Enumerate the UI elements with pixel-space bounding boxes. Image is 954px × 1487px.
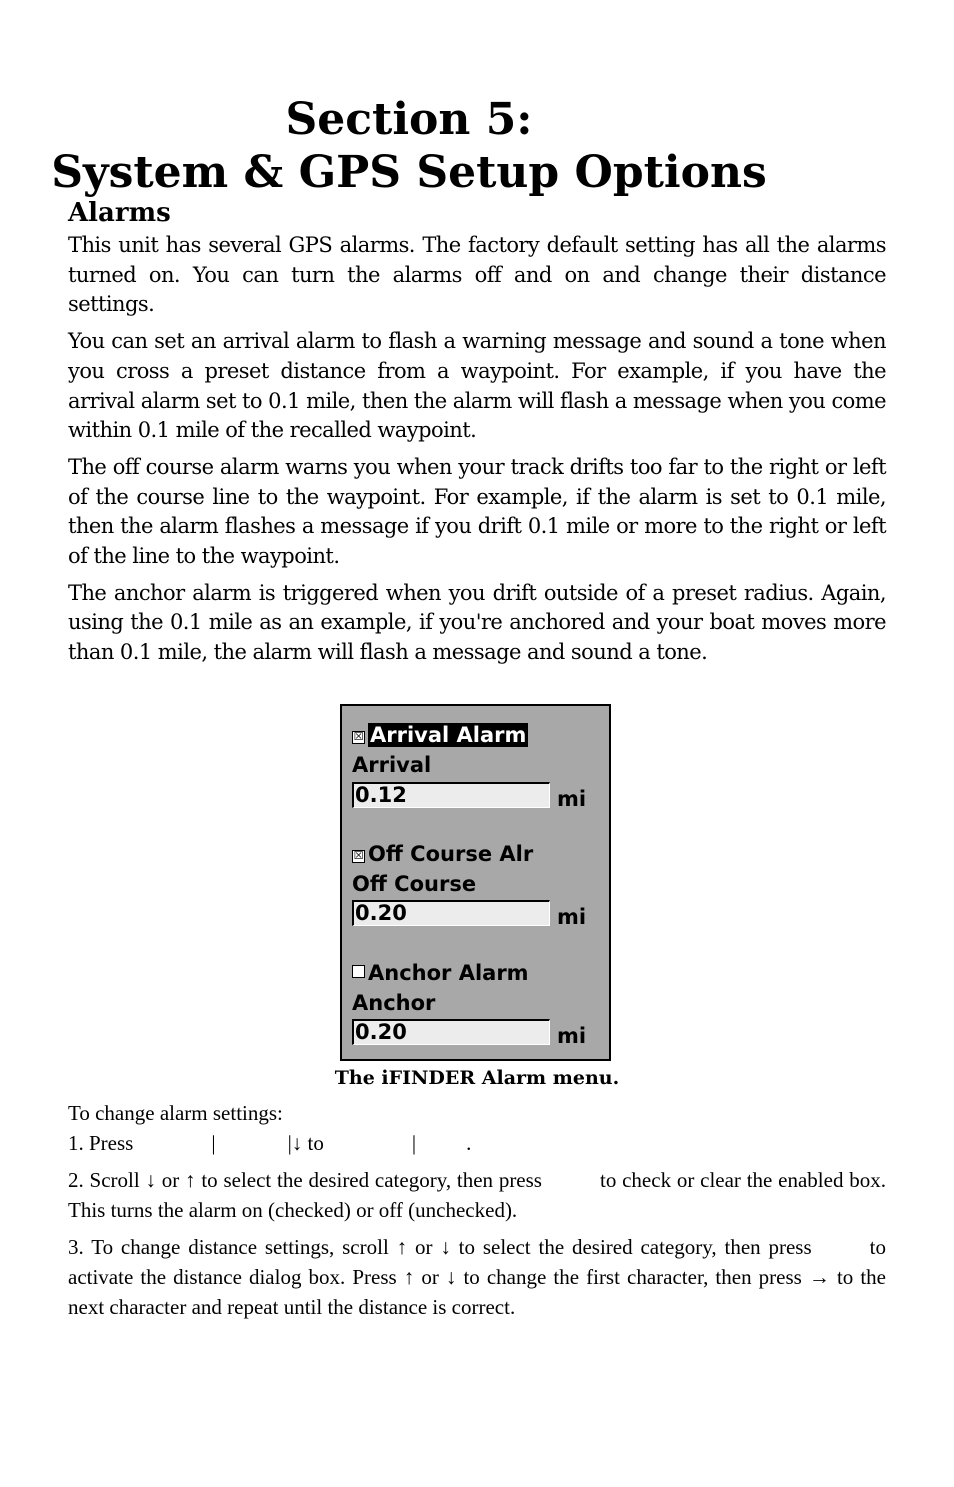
off-course-distance-field[interactable]: 0.20: [352, 900, 550, 926]
off-course-alarm-toggle[interactable]: [352, 841, 533, 867]
unit-label: mi: [557, 905, 587, 929]
alarm-title: Arrival Alarm: [370, 723, 527, 747]
title-line-2: System & GPS Setup Options: [51, 147, 767, 198]
paragraph: The off course alarm warns you when your track drifts too far to the right or left of the course line to the waypoint. For example, if the alarm is set to 0.1 mile, then the alarm flashes a message if you drift 0.1 mile or more to the right or left of the line to the waypoint.: [68, 454, 886, 569]
anchor-alarm-toggle[interactable]: [352, 960, 529, 986]
checkbox-icon[interactable]: ☒: [353, 849, 364, 862]
unit-label: mi: [557, 1024, 587, 1048]
checkbox-icon[interactable]: [352, 965, 365, 978]
page-title: [0, 93, 886, 199]
figure-caption: The iFINDER Alarm menu.: [334, 1067, 620, 1089]
arrival-distance-field[interactable]: 0.12: [352, 782, 550, 808]
unit-label: mi: [557, 787, 587, 811]
alarm-menu-screen: [340, 704, 611, 1061]
alarm-title: Off Course Alr: [368, 842, 534, 866]
body-text: [68, 231, 886, 675]
checkbox-icon[interactable]: ☒: [353, 730, 364, 743]
title-line-1: Section 5:: [285, 94, 533, 145]
paragraph: The anchor alarm is triggered when you drift outside of a preset radius. Again, using the 0.1 mile as an example, if you're anchored and your boat moves more than 0.1 mile, the alarm will flash a message and sound a tone.: [68, 580, 886, 665]
off-course-label: Off Course: [352, 872, 477, 896]
instructions: [68, 1098, 886, 1329]
anchor-distance-field[interactable]: 0.20: [352, 1019, 550, 1045]
arrival-alarm-toggle[interactable]: [352, 722, 528, 748]
step-2: 2. Scroll ↓ or ↑ to select the desired category, then press to check or clear the enabled box. This turns the alarm on (checked) or off (unchecked).: [68, 1168, 886, 1222]
paragraph: This unit has several GPS alarms. The factory default setting has all the alarms turned on. You can turn the alarms off and on and change their distance settings.: [68, 233, 886, 317]
alarm-title: Anchor Alarm: [368, 961, 529, 985]
arrival-label: Arrival: [352, 753, 432, 777]
section-heading: Alarms: [68, 198, 171, 228]
anchor-label: Anchor: [352, 991, 436, 1015]
step-1: 1. Press | |↓ to | .: [68, 1131, 472, 1155]
paragraph: You can set an arrival alarm to flash a warning message and sound a tone when you cross a preset distance from a waypoint. For example, if you have the arrival alarm set to 0.1 mile, then the alarm will flash a message when you come within 0.1 mile of the recalled waypoint.: [68, 329, 886, 443]
step-3: 3. To change distance settings, scroll ↑ or ↓ to select the desired category, then press to activate the distance dialog box. Press ↑ or ↓ to change the first character, then press → to the next character and repeat until the distance is correct.: [68, 1235, 886, 1319]
steps-intro: To change alarm settings:: [68, 1101, 283, 1125]
